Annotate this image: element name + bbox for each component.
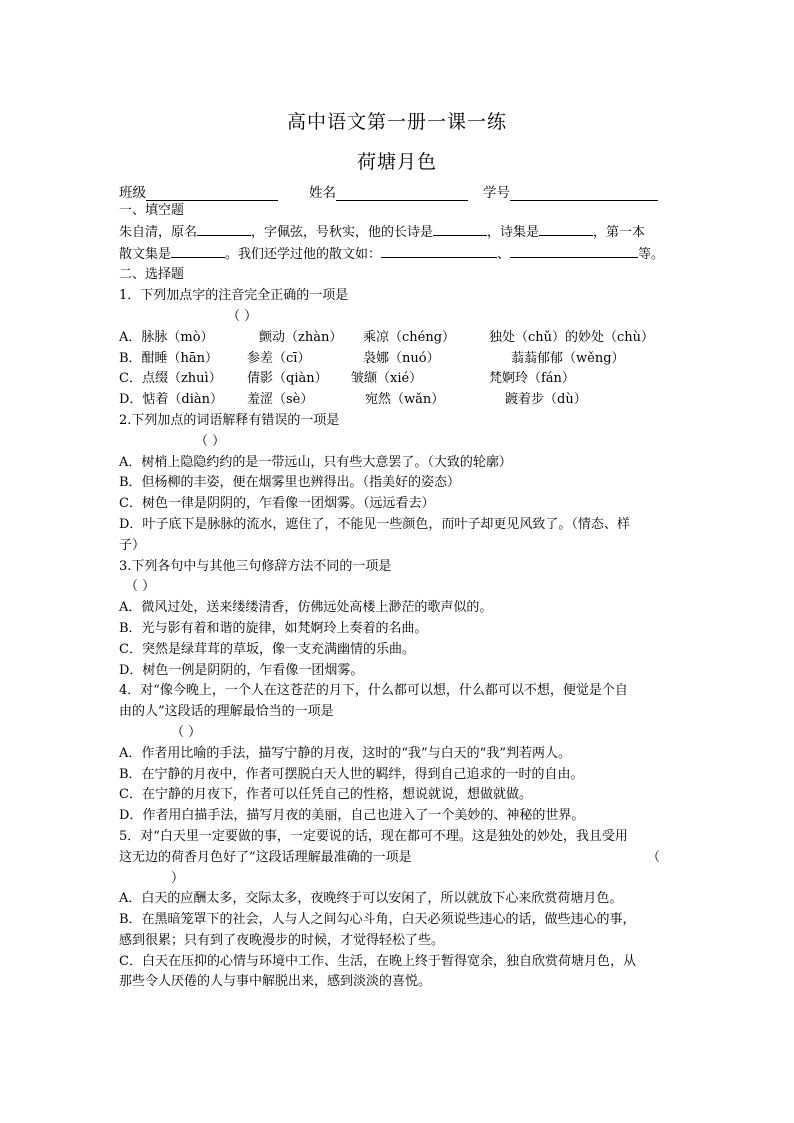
text-fragment: ，字佩弦，号秋实，他的长诗是 (251, 224, 434, 240)
question-1-stem: 1．下列加点字的注音完全正确的一项是 (119, 288, 349, 304)
text-fragment: ，诗集是 (487, 224, 540, 240)
blank (197, 222, 251, 236)
class-field (119, 181, 278, 201)
id-field (483, 181, 658, 201)
worksheet-content (119, 201, 675, 993)
option-item: 蓊蓊郁郁（wěng） (511, 350, 625, 366)
answer-paren (119, 869, 675, 890)
answer-paren-text: （ ） (227, 308, 258, 324)
id-blank (510, 186, 658, 201)
option-item: D．惦着（diàn） (119, 392, 224, 408)
answer-paren-open: （ (647, 849, 661, 865)
option-item: 羞涩（sè） (247, 392, 314, 408)
question-2-option-a: A．树梢上隐隐约约的是一带远山，只有些大意罢了。（大致的轮廓） (119, 454, 512, 470)
answer-paren (119, 723, 675, 744)
option-item: 皱缬（xié） (351, 371, 423, 387)
question-2-option-b: B．但杨柳的丰姿，便在烟雾里也辨得出。（指美好的姿态） (119, 475, 461, 491)
question-4-stem: 4．对“像今晚上，一个人在这苍茫的月下，什么都可以想，什么都可以不想，便觉是个自 (119, 683, 628, 699)
option-item: 踱着步（dù） (505, 392, 587, 408)
question-5-stem-cont (119, 848, 675, 869)
blank (539, 222, 593, 236)
name-blank (336, 186, 468, 201)
option-item: 独处（chǔ）的妙处（chù） (489, 329, 655, 345)
question-5-option-c-cont: 那些令人厌倦的人与事中解脱出来，感到淡淡的喜悦。 (119, 974, 432, 990)
id-label: 学号 (483, 185, 510, 201)
section-heading: 一、填空题 (119, 203, 185, 218)
text-fragment: 散文集是 (119, 246, 172, 262)
option-item: 参差（cī） (247, 350, 311, 366)
question-5-option-c: C．白天在压抑的心情与环境中工作、生活，在晚上终于暂得宽余，独自欣赏荷塘月色，从 (119, 953, 636, 969)
text-fragment: 朱自清，原名 (119, 224, 198, 240)
option-item: 宛然（wǎn） (365, 392, 445, 408)
question-3-option-b: B．光与影有着和谐的旋律，如梵婀玲上奏着的名曲。 (119, 620, 428, 636)
answer-paren-text: （ ） (125, 579, 156, 595)
text-fragment: ，第一本 (593, 224, 646, 240)
question-3-option-c: C．突然是绿茸茸的草坂，像一支充满幽情的乐曲。 (119, 641, 415, 657)
question-4-stem-cont: 由的人”这段话的理解最恰当的一项是 (119, 704, 334, 720)
text-fragment: 、 (497, 246, 511, 262)
text-fragment: 。我们还学过他的散文如： (225, 246, 382, 262)
class-label: 班级 (119, 185, 146, 201)
option-item: 颤动（zhàn） (259, 329, 343, 345)
worksheet-title: 高中语文第一册一课一练 (286, 111, 507, 133)
question-3-stem: 3.下列各句中与其他三句修辞方法不同的一项是 (119, 558, 392, 574)
blank (171, 244, 225, 258)
name-field (309, 181, 468, 201)
answer-paren (119, 577, 675, 598)
option-item: C．点缀（zhuì） (119, 371, 222, 387)
text-fragment: 等。 (638, 246, 665, 262)
question-4-option-c: C．在宁静的月夜下，作者可以任凭自己的性格，想说就说，想做就做。 (119, 787, 532, 803)
class-blank (146, 186, 278, 201)
fill-line-1 (119, 222, 675, 244)
answer-paren (119, 307, 675, 328)
name-label: 姓名 (309, 185, 336, 201)
question-2-stem: 2.下列加点的词语解释有错误的一项是 (119, 412, 340, 428)
blank (433, 222, 487, 236)
blank (510, 244, 638, 258)
question-1-option-a (119, 328, 675, 349)
section-heading: 二、选择题 (119, 267, 185, 283)
question-5-stem: 5．对“白天里一定要做的事，一定要说的话，现在都可不理。这是独处的妙处，我且受用 (119, 828, 628, 844)
option-item: 倩影（qiàn） (247, 371, 328, 387)
option-item: 梵婀玲（fán） (489, 371, 575, 387)
question-4-option-a: A．作者用比喻的手法，描写宁静的月夜，这时的“我”与白天的“我”判若两人。 (119, 745, 571, 761)
option-item: A．脉脉（mò） (119, 329, 214, 345)
question-5-option-a: A．白天的应酬太多，交际太多，夜晚终于可以安闲了，所以就放下心来欣赏荷塘月色。 (119, 891, 623, 907)
question-5-option-b: B．在黑暗笼罩下的社会，人与人之间勾心斗角，白天必须说些违心的话，做些违心的事， (119, 912, 636, 928)
option-item: 袅娜（nuó） (363, 350, 440, 366)
question-4-option-b: B．在宁静的月夜中，作者可摆脱白天人世的羁绊，得到自己追求的一时的自由。 (119, 766, 584, 782)
question-2-option-c: C．树色一律是阴阴的，乍看像一团烟雾。（远远看去） (119, 496, 435, 512)
fill-line-2 (119, 244, 675, 266)
question-2-option-d-cont: 子） (119, 537, 146, 553)
answer-paren (119, 432, 675, 453)
question-1-option-b (119, 349, 675, 370)
question-4-option-d: D．作者用白描手法，描写月夜的美丽，自己也进入了一个美妙的、神秘的世界。 (119, 808, 585, 824)
answer-paren-text: （ ） (195, 433, 226, 449)
option-item: 乘凉（chéng） (363, 329, 456, 345)
question-3-option-d: D．树色一例是阴阴的，乍看像一团烟雾。 (119, 662, 364, 678)
question-1-option-d (119, 390, 675, 411)
question-1-option-c (119, 369, 675, 390)
answer-paren-close: ） (171, 870, 185, 886)
question-3-option-a: A．微风过处，送来缕缕清香，仿佛远处高楼上渺茫的歌声似的。 (119, 600, 493, 616)
option-item: B．酣睡（hān） (119, 350, 219, 366)
answer-paren-text: （ ） (171, 724, 202, 740)
lesson-title: 荷塘月色 (356, 151, 437, 173)
blank (381, 244, 497, 258)
stem-text: 这无边的荷香月色好了”这段话理解最准确的一项是 (119, 849, 412, 865)
question-2-option-d: D．叶子底下是脉脉的流水，遮住了，不能见一些颜色，而叶子却更见风致了。（情态、样 (119, 516, 630, 532)
question-5-option-b-cont: 感到很累；只有到了夜晚漫步的时候，才觉得轻松了些。 (119, 932, 445, 948)
